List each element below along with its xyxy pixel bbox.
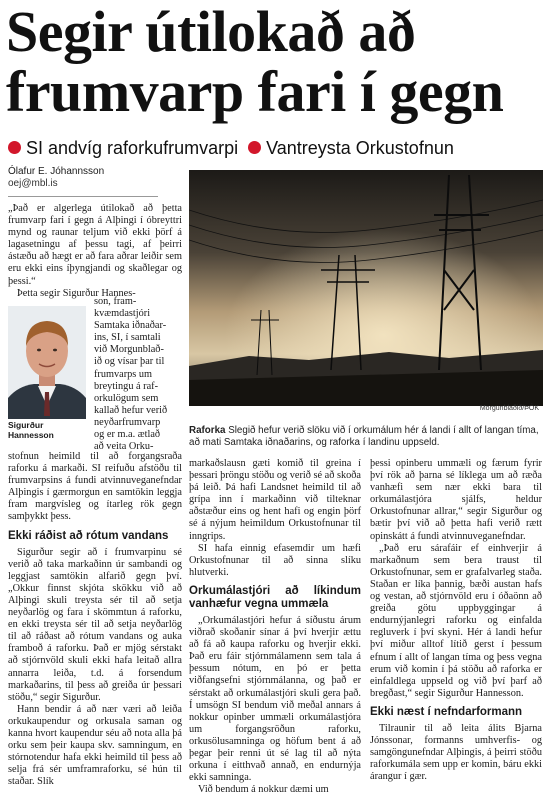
column-2 [189,458,361,796]
paragraph: SI hafa einnig efasemdir um hæfi Orkustofnunar til að sinna slíku hlutverki. [189,542,361,578]
section-heading: Ekki næst í nefndarformann [370,705,523,718]
photo-caption [189,425,541,448]
paragraph: „Orkumálastjóri hefur á síðustu árum viðrað skoðanir sínar á því hverjir ættu að fá að kaupa raforku og hverjir ekki. Það eru fáir stjórnmálamenn sem tala á þessum nótum, en þó er þetta viðfangsefni stjórnmálanna, og það er sérstakt að orkumálastjóri skuli gera það. Í umsögn SI bendum við meðal annars á nokkur opinber ummæli orkumálastjóra um forgangsröðun raforku, orkusölusamninga og höfum bent á að þegar þeir renni út sé lag til að nýta orkuna í eitthvað annað, en endurnýja ekki samninga. [189,614,361,784]
text-line: kallað hefur verið [94,404,168,416]
text-line: son, fram- [94,296,137,307]
photo-credit: Morgunblaðið/ÞÓK [479,405,539,412]
text-line: frumvarps um [94,368,153,380]
subhead-1: SI andvíg raforkufrumvarpi [26,138,239,158]
paragraph: „Það er algerlega útilokað að þetta frumvarp fari í gegn á Alþingi í óbreyttri mynd og raunar teljum við ekki þörf á lagasetningu af þessu tagi, af þeirri ástæðu að hægt er að fara aðrar leiðir sem eru ekki eins íþyngjandi og skaðlegar og þessi.“ [8,203,182,287]
portrait-caption-line: Hannesson [8,430,54,440]
byline-name: Ólafur E. Jóhannsson [8,166,105,177]
paragraph: Við bendum á nokkur dæmi um [198,784,329,796]
caption-text: Slegið hefur verið slöku við í orkumálum hér á landi í allt of langan tíma, að mati Samtaka iðnaðarins, og raforka í landinu uppseld. [189,425,539,448]
paragraph: „Það eru sárafáir ef einhverjir á markaðnum sem bera traust til Orkustofnunar, sem er grafalvarleg staða. Staðan er líka þannig, bæði austan hafs og vestan, að stjórnvöld eru í óðaönn að greiða götu uppbyggingar á endurnýjanlegri raforku og einfalda regluverk í því skyni. Hér á landi hefur því miður alltof lítið gerst í þessum efnum í allt of langan tíma og þess vegna erum við komin í þá stöðu að raforka er einfaldlega uppseld og við því þarf að bregðast,“ segir Sigurður Hannesson. [370,542,542,699]
text-line: neyðarfrumvarp [94,416,161,428]
bullet-dot-icon [8,141,21,154]
section-heading: Ekki ráðist að rótum vandans [8,529,169,542]
text-line: ið og vísar þar til [94,356,165,368]
paragraph: Þetta segir Sigurður Hannes- [17,287,136,299]
text-line: við Morgunblað- [94,344,164,356]
paragraph: Hann bendir á að nær væri að leiða orkukaupendur og orkusala saman og kanna hvort kaupendur séu að nota alla þá orku sem þeir kaupa skv. samningum, en stórnotendur hafa ekki heimild til þess að selja frá sér umframraforku, sé hún til staðar. Slík [8,703,182,788]
paragraph: markaðslausn gæti komið til greina í þessari þröngu stöðu og verið sé að skoða þá leið. Þá hafi Landsnet heimild til að grípa inn í markaðinn við tilteknar aðstæður eins og hent hafi og engin þörf sé á nýjum heimildum Orkustofnunar til inngrips. [189,458,361,542]
text-line: og er m.a. ætlað [94,429,161,441]
column-3 [370,458,542,783]
subheads [8,137,543,159]
text-line: breytingu á raf- [94,380,159,392]
column-1-bottom [8,451,182,788]
text-line: orkulögum sem [94,392,159,404]
text-line: kvæmdastjóri [94,308,151,320]
text-line: Samtaka iðnaðar- [94,320,167,332]
divider [8,196,158,197]
paragraph: þessi opinberu ummæli og færum fyrir því rök að þarna sé líklega um að ræða vanhæfi sem nær ekki bara til orkumálastjóra sjálfs, heldur Orkustofnunar allrar,“ segir Sigurður og bætir því við að þetta hafi verið rætt opinskátt á fundi atvinnuveganefndar. [370,458,542,542]
power-lines-photo [189,170,543,406]
paragraph: Tilraunir til að leita álits Bjarna Jónssonar, formanns umhverfis- og samgöngunefndar Alþingis, á þeirri stöðu raforkumála sem upp er komin, báru ekki árangur í gær. [370,722,542,783]
portrait-caption-line: Sigurður [8,420,44,430]
column-1-wrap [94,296,182,453]
subhead-2: Vantreysta Orkustofnun [266,138,454,158]
byline-email[interactable]: oej@mbl.is [8,178,58,189]
paragraph: Sigurður segir að í frumvarpinu sé verið að taka markaðinn úr sambandi og leggjast samtökin alfarið gegn því. „Okkur finnst skjóta skökku við að Alþingi skuli treysta sér til að setja neyðarlög og fara í skömmtun á raforku, en ekki treysta sér til að setja neyðarlög til að ráðast að rótum vandans og auka framboð á raforku. Það er mjög sérstakt að stjórnvöld skuli ekki hafa leitað allra annarra leiða, t.d. á forsendum markaðarins, til þess að greiða úr þessari stöðu,“ segir Sigurður. [8,546,182,703]
caption-lead: Raforka [189,425,226,436]
text-line: að veita Orku- [94,441,154,453]
portrait-photo [8,306,86,419]
bullet-dot-icon [248,141,261,154]
section-heading: Orkumálastjóri að líkindum vanhæfur vegna ummæla [189,584,361,610]
photo-block [189,170,543,414]
column-1-top [8,203,182,300]
headline: Segir útilokað að frumvarp fari í gegn [6,0,504,124]
paragraph: stofnun heimild til að forgangsraða raforku á markaði. SI reifuðu afstöðu til frumvarpsins á fundi atvinnuveganefndar Alþingis í gærmorgun en samtökin leggja fram margvísleg og ítarleg rök gegn samþykkt þess. [8,451,182,523]
portrait-caption [8,420,54,440]
text-line: ins, SI, í samtali [94,332,161,344]
